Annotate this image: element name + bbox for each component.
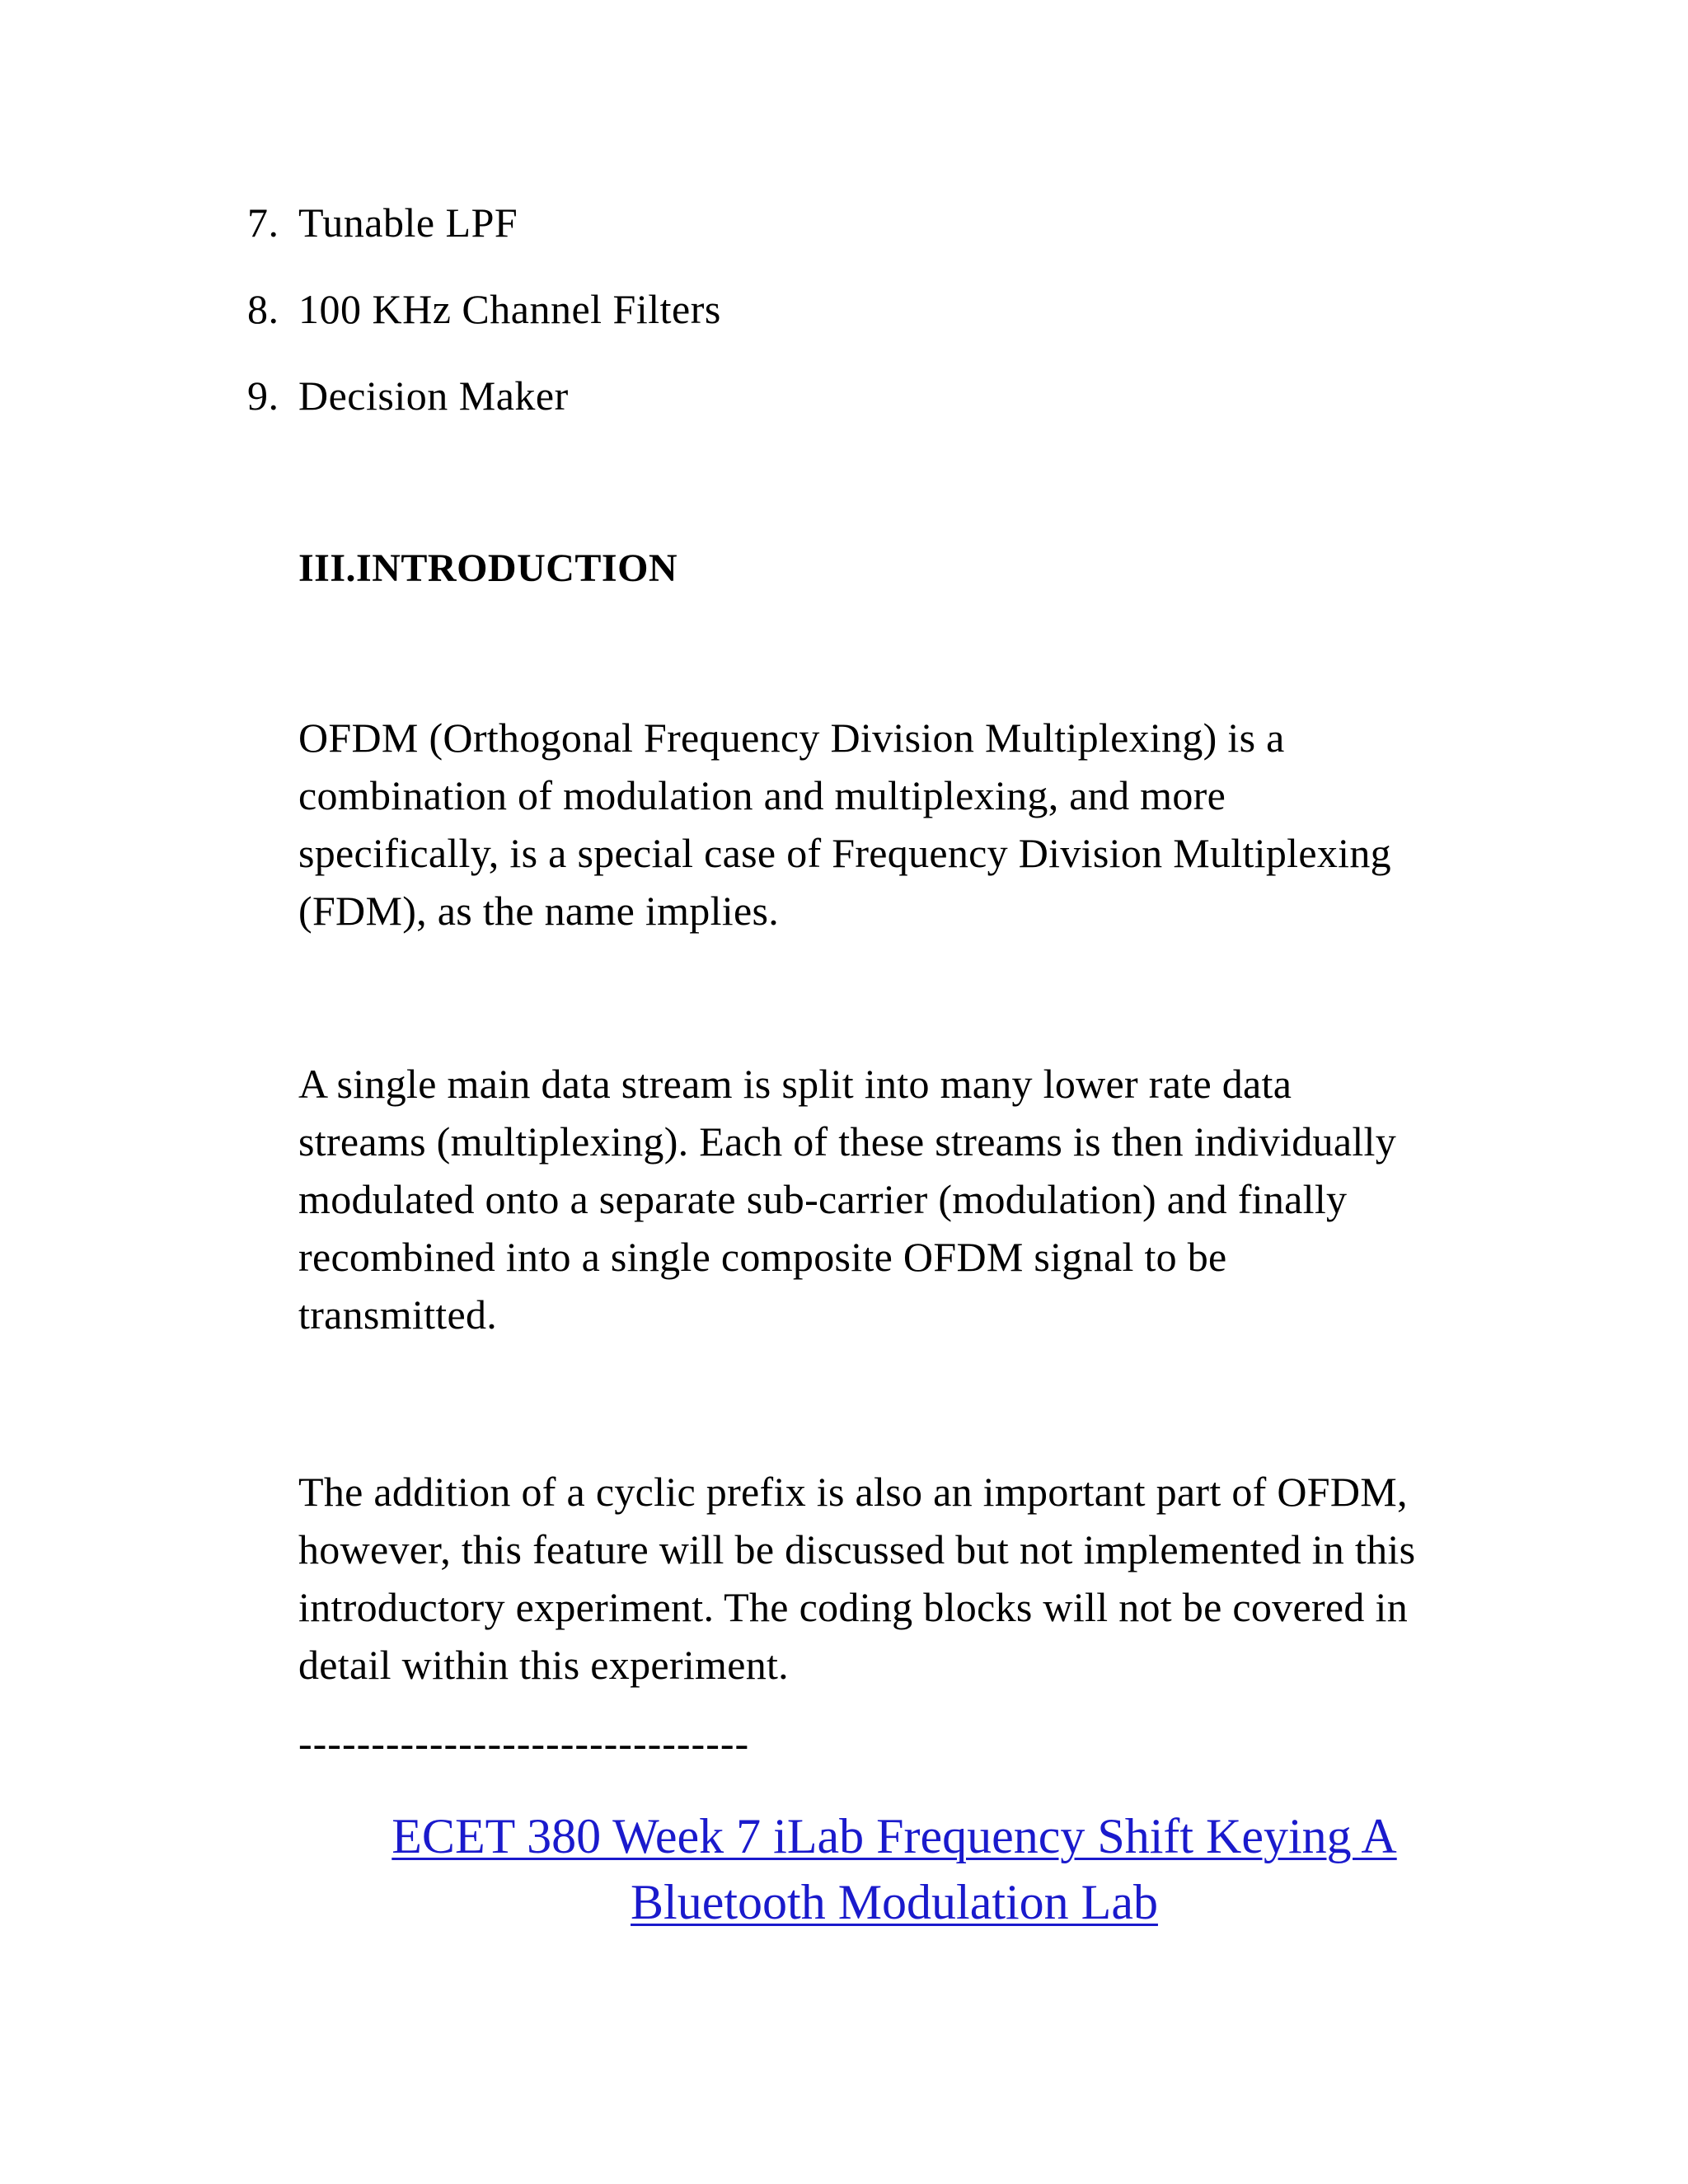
paragraph-line: (FDM), as the name implies. <box>298 888 780 934</box>
list-item <box>247 284 721 371</box>
list-item-number: 8. <box>247 286 279 332</box>
paragraph-line: streams (multiplexing). Each of these streams is then individually <box>298 1118 1397 1165</box>
list-item-label: Decision Maker <box>298 373 569 419</box>
paragraph-line: specifically, is a special case of Frequency Division Multiplexing <box>298 830 1391 876</box>
link-line[interactable]: Bluetooth Modulation Lab <box>631 1875 1158 1929</box>
paragraph-line: detail within this experiment. <box>298 1642 789 1688</box>
paragraph-line: modulated onto a separate sub-carrier (modulation) and finally <box>298 1176 1348 1222</box>
paragraph-line: combination of modulation and multiplexing, and more <box>298 772 1226 818</box>
list-item <box>247 198 721 284</box>
paragraph-line: recombined into a single composite OFDM signal to be <box>298 1234 1227 1280</box>
list-item-label: Tunable LPF <box>298 199 518 246</box>
section-heading: III.INTRODUCTION <box>298 546 678 590</box>
intro-paragraph-1 <box>298 709 1502 940</box>
lab-title-link[interactable] <box>298 1803 1490 1935</box>
intro-paragraph-2 <box>298 1055 1502 1343</box>
list-item-number: 9. <box>247 373 279 419</box>
component-list <box>247 198 721 457</box>
list-item-label: 100 KHz Channel Filters <box>298 286 721 332</box>
intro-paragraph-3 <box>298 1463 1502 1694</box>
paragraph-line: The addition of a cyclic prefix is also an important part of OFDM, <box>298 1469 1408 1515</box>
list-item <box>247 371 721 457</box>
link-line[interactable]: ECET 380 Week 7 iLab Frequency Shift Keying A <box>392 1809 1397 1863</box>
paragraph-line: A single main data stream is split into many lower rate data <box>298 1061 1292 1107</box>
list-item-number: 7. <box>247 199 279 246</box>
dashed-separator: ------------------------------- <box>298 1720 750 1766</box>
paragraph-line: OFDM (Orthogonal Frequency Division Multiplexing) is a <box>298 715 1285 761</box>
paragraph-line: however, this feature will be discussed but not implemented in this <box>298 1526 1416 1572</box>
paragraph-line: transmitted. <box>298 1291 498 1338</box>
paragraph-line: introductory experiment. The coding blocks will not be covered in <box>298 1584 1409 1630</box>
